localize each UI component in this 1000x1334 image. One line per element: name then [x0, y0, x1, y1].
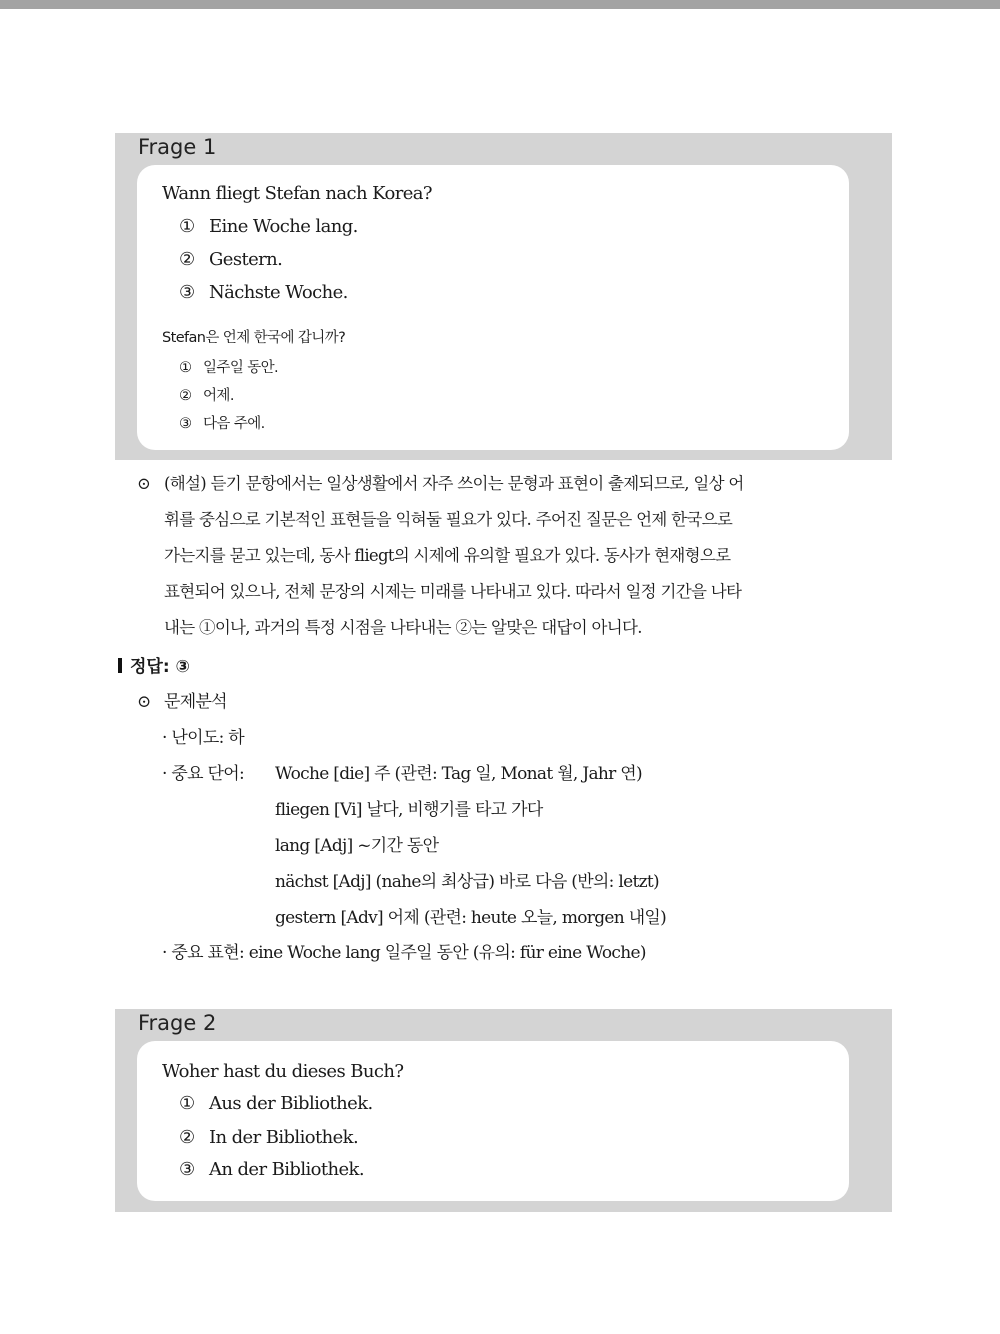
frage-1-option-1-korean	[179, 356, 278, 377]
frage-1-title: Frage 1	[138, 135, 217, 159]
top-rule	[0, 0, 1000, 9]
option-text: Eine Woche lang.	[209, 216, 358, 237]
option-text: Gestern.	[209, 249, 283, 270]
option-text: Nächste Woche.	[209, 282, 348, 303]
analysis-heading	[137, 687, 227, 712]
frage-2-option-3	[179, 1159, 364, 1180]
frage-1-option-3	[179, 282, 348, 303]
frage-2-option-1	[179, 1093, 373, 1114]
option-text: 다음 주에.	[203, 416, 265, 432]
option-number: ③	[179, 416, 192, 432]
explanation-line-2: 휘를 중심으로 기본적인 표현들을 익혀둘 필요가 있다. 주어진 질문은 언제 한국으로	[164, 510, 733, 529]
option-text: 어제.	[203, 388, 234, 404]
frage-1-option-1	[179, 216, 358, 237]
vocab-item: Woche [die] 주 (관련: Tag 일, Monat 월, Jahr 연)	[275, 764, 642, 784]
vocab-label: · 중요 단어:	[162, 764, 245, 784]
option-number: ①	[179, 216, 195, 237]
explanation-line-4: 표현되어 있으나, 전체 문장의 시제는 미래를 나타내고 있다. 따라서 일정 기간을 나타	[164, 582, 742, 601]
option-text: An der Bibliothek.	[209, 1159, 364, 1180]
frage-1-question: Wann fliegt Stefan nach Korea?	[162, 183, 432, 204]
answer-bar-icon	[118, 658, 122, 673]
vocab-item: gestern [Adv] 어제 (관련: heute 오늘, morgen 내일)	[275, 908, 667, 928]
option-number: ②	[179, 1127, 195, 1148]
frage-1-block	[115, 133, 892, 460]
option-number: ①	[179, 360, 192, 376]
explanation-text: (해설) 듣기 문항에서는 일상생활에서 자주 쓰이는 문형과 표현이 출제되므로, 일상 어	[164, 474, 744, 493]
answer-label: 정답: ③	[130, 657, 190, 677]
option-number: ②	[179, 249, 195, 270]
option-number: ①	[179, 1093, 195, 1114]
explanation-line-3: 가는지를 묻고 있는데, 동사 fliegt의 시제에 유의할 필요가 있다. 동사가 현재형으로	[164, 546, 731, 565]
frage-1-option-3-korean	[179, 412, 265, 433]
option-number: ③	[179, 282, 195, 303]
explanation-line-5: 내는 ①이나, 과거의 특정 시점을 나타내는 ②는 알맞은 대답이 아니다.	[164, 618, 642, 637]
frage-1-card	[137, 165, 849, 450]
vocab-item: nächst [Adj] (nahe의 최상급) 바로 다음 (반의: letzt)	[275, 872, 659, 892]
frage-2-title: Frage 2	[138, 1011, 217, 1035]
option-number: ②	[179, 388, 192, 404]
frage-2-option-2	[179, 1127, 358, 1148]
option-number: ③	[179, 1159, 195, 1180]
answer	[118, 652, 190, 677]
analysis-marker-icon: ⊙	[137, 692, 151, 712]
frage-2-block	[115, 1009, 892, 1212]
key-expression: · 중요 표현: eine Woche lang 일주일 동안 (유의: für eine Woche)	[162, 943, 646, 963]
analysis-heading-text: 문제분석	[164, 692, 227, 712]
explanation-marker-icon: ⊙	[137, 474, 151, 493]
option-text: 일주일 동안.	[203, 360, 279, 376]
difficulty: · 난이도: 하	[162, 728, 245, 748]
option-text: Aus der Bibliothek.	[209, 1093, 373, 1114]
vocab-item: fliegen [Vi] 날다, 비행기를 타고 가다	[275, 800, 543, 820]
explanation-line-1	[137, 470, 744, 494]
frage-2-card	[137, 1041, 849, 1201]
frage-1-option-2-korean	[179, 384, 234, 405]
frage-1-question-korean: Stefan은 언제 한국에 갑니까?	[162, 330, 346, 346]
frage-1-option-2	[179, 249, 282, 270]
option-text: In der Bibliothek.	[209, 1127, 359, 1148]
frage-2-question: Woher hast du dieses Buch?	[162, 1061, 404, 1082]
vocab-item: lang [Adj] ~기간 동안	[275, 836, 439, 856]
